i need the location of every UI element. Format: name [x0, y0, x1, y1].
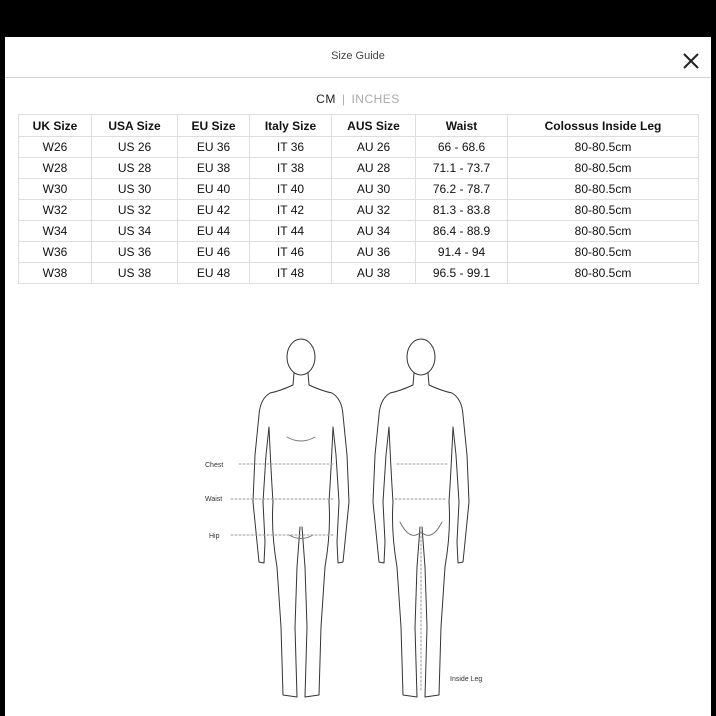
cell-aus-size: AU 36 [332, 242, 416, 263]
table-row [18, 179, 699, 200]
cell-aus-size: AU 38 [332, 263, 416, 284]
cell-waist: 96.5 - 99.1 [416, 263, 508, 284]
cell-usa-size: US 38 [92, 263, 178, 284]
table-row [18, 200, 699, 221]
body-measurement-figure [185, 327, 525, 707]
table-row [18, 221, 699, 242]
cell-usa-size: US 32 [92, 200, 178, 221]
cell-eu-size: EU 36 [178, 137, 250, 158]
modal-title: Size Guide [331, 50, 385, 62]
unit-separator: | [341, 92, 346, 106]
cell-eu-size: EU 42 [178, 200, 250, 221]
cell-uk-size: W32 [18, 200, 92, 221]
cell-usa-size: US 26 [92, 137, 178, 158]
cell-waist: 81.3 - 83.8 [416, 200, 508, 221]
cell-inside-leg: 80-80.5cm [508, 263, 699, 284]
table-row [18, 263, 699, 284]
table-row [18, 158, 699, 179]
header-italy-size: Italy Size [250, 114, 332, 137]
cell-waist: 66 - 68.6 [416, 137, 508, 158]
hip-label: Hip [209, 533, 220, 540]
close-button[interactable] [681, 51, 701, 71]
cell-inside-leg: 80-80.5cm [508, 179, 699, 200]
size-table [18, 114, 699, 284]
cell-eu-size: EU 44 [178, 221, 250, 242]
cell-inside-leg: 80-80.5cm [508, 137, 699, 158]
cell-italy-size: IT 46 [250, 242, 332, 263]
cell-italy-size: IT 38 [250, 158, 332, 179]
header-eu-size: EU Size [178, 114, 250, 137]
chest-label: Chest [205, 462, 224, 469]
cell-usa-size: US 30 [92, 179, 178, 200]
cell-waist: 76.2 - 78.7 [416, 179, 508, 200]
modal-header [5, 37, 711, 78]
cell-uk-size: W30 [18, 179, 92, 200]
unit-toggle [5, 92, 711, 106]
table-header-row [18, 114, 699, 137]
size-guide-modal [5, 37, 711, 716]
header-aus-size: AUS Size [332, 114, 416, 137]
cell-inside-leg: 80-80.5cm [508, 221, 699, 242]
cell-waist: 71.1 - 73.7 [416, 158, 508, 179]
cell-aus-size: AU 28 [332, 158, 416, 179]
cell-usa-size: US 36 [92, 242, 178, 263]
cell-aus-size: AU 26 [332, 137, 416, 158]
cell-eu-size: EU 48 [178, 263, 250, 284]
cell-uk-size: W34 [18, 221, 92, 242]
cell-italy-size: IT 44 [250, 221, 332, 242]
cell-uk-size: W36 [18, 242, 92, 263]
cell-inside-leg: 80-80.5cm [508, 200, 699, 221]
unit-inches-option[interactable]: INCHES [351, 92, 400, 106]
cell-usa-size: US 34 [92, 221, 178, 242]
inside-leg-label: Inside Leg [450, 676, 483, 683]
cell-uk-size: W28 [18, 158, 92, 179]
waist-label: Waist [205, 496, 223, 503]
cell-eu-size: EU 38 [178, 158, 250, 179]
cell-italy-size: IT 36 [250, 137, 332, 158]
back-body-outline [373, 339, 469, 697]
cell-italy-size: IT 40 [250, 179, 332, 200]
cell-inside-leg: 80-80.5cm [508, 242, 699, 263]
cell-uk-size: W26 [18, 137, 92, 158]
close-icon [681, 51, 701, 71]
cell-italy-size: IT 42 [250, 200, 332, 221]
front-body-outline [253, 339, 349, 697]
cell-aus-size: AU 34 [332, 221, 416, 242]
cell-uk-size: W38 [18, 263, 92, 284]
cell-aus-size: AU 32 [332, 200, 416, 221]
cell-usa-size: US 28 [92, 158, 178, 179]
cell-inside-leg: 80-80.5cm [508, 158, 699, 179]
cell-eu-size: EU 46 [178, 242, 250, 263]
header-inside-leg: Colossus Inside Leg [508, 114, 699, 137]
header-usa-size: USA Size [92, 114, 178, 137]
cell-waist: 91.4 - 94 [416, 242, 508, 263]
cell-waist: 86.4 - 88.9 [416, 221, 508, 242]
cell-eu-size: EU 40 [178, 179, 250, 200]
table-row [18, 242, 699, 263]
unit-cm-option[interactable]: CM [316, 92, 336, 106]
header-waist: Waist [416, 114, 508, 137]
cell-aus-size: AU 30 [332, 179, 416, 200]
header-uk-size: UK Size [18, 114, 92, 137]
table-row [18, 137, 699, 158]
cell-italy-size: IT 48 [250, 263, 332, 284]
